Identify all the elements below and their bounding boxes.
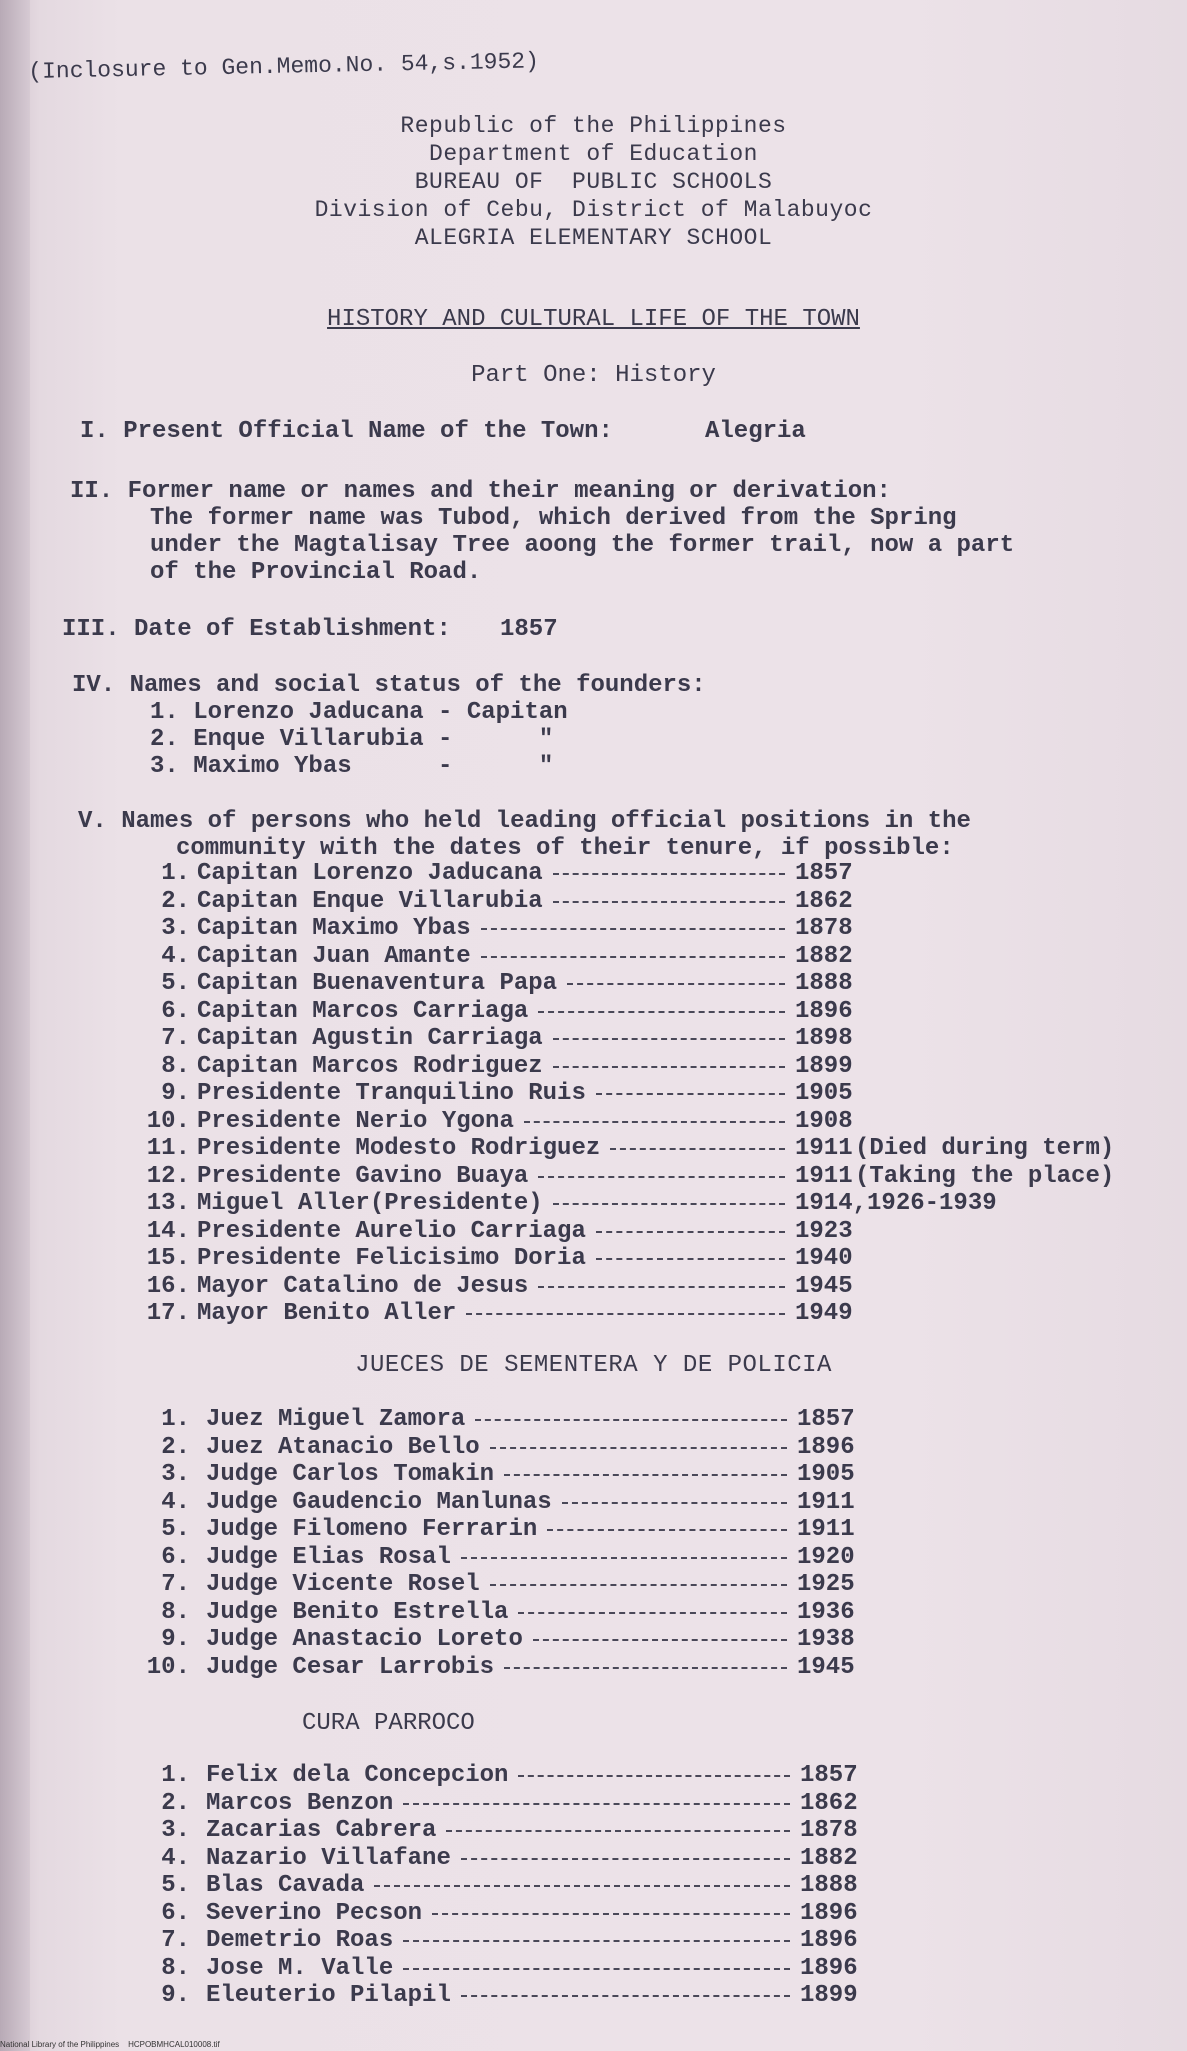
item-number: 6.: [161, 1543, 190, 1571]
section-2-text-3: of the Provincial Road.: [150, 559, 482, 586]
item-number: 8.: [161, 1052, 190, 1080]
item-name: Presidente Tranquilino Ruis: [197, 1080, 586, 1107]
item-year: 1862: [795, 887, 853, 915]
item-number: 12.: [146, 1162, 190, 1190]
item-name: Demetrio Roas: [206, 1927, 394, 1954]
item-name: Capitan Agustin Carriaga: [197, 1025, 543, 1052]
item-name: Capitan Marcos Carriaga: [197, 997, 529, 1025]
document-title: HISTORY AND CULTURAL LIFE OF THE TOWN: [327, 306, 860, 333]
leader-dashes: [504, 1474, 787, 1476]
item-year: 1899: [795, 1052, 853, 1080]
item-name: Juez Miguel Zamora: [206, 1406, 466, 1433]
official-row: [0, 1080, 1187, 1108]
item-number: 8.: [161, 1954, 190, 1982]
juez-row: [0, 1489, 1187, 1517]
item-number: 4.: [161, 1488, 190, 1516]
leader-dashes: [466, 1313, 785, 1315]
official-row: [0, 1218, 1187, 1246]
official-row: [0, 1108, 1187, 1136]
leader-dashes: [553, 1203, 785, 1205]
leader-dashes: [562, 1502, 787, 1504]
section-3-value: 1857: [500, 616, 558, 643]
official-row: [0, 970, 1187, 998]
item-number: 3.: [161, 915, 190, 942]
section-2-text-2: under the Magtalisay Tree aoong the former trail, now a part: [150, 532, 1015, 559]
item-number: 9.: [161, 1626, 190, 1653]
leader-dashes: [461, 1858, 790, 1860]
official-row: [0, 943, 1187, 971]
item-name: Mayor Benito Aller: [197, 1300, 457, 1327]
item-name: Eleuterio Pilapil: [206, 1982, 451, 2009]
item-name: Capitan Marcos Rodriguez: [197, 1052, 543, 1080]
item-number: 10.: [146, 1107, 190, 1135]
item-year: 1882: [795, 942, 853, 970]
leader-dashes: [538, 1286, 785, 1288]
item-name: Presidente Felicisimo Doria: [197, 1245, 586, 1272]
item-name: Marcos Benzon: [206, 1789, 394, 1817]
item-name: Judge Carlos Tomakin: [206, 1461, 495, 1488]
item-number: 14.: [146, 1217, 190, 1245]
leader-dashes: [504, 1667, 787, 1669]
item-number: 2.: [161, 1433, 190, 1461]
item-year: 1920: [797, 1543, 855, 1571]
item-number: 3.: [161, 1461, 190, 1488]
item-number: 16.: [146, 1272, 190, 1300]
section-5-label: V. Names of persons who held leading official positions in the: [78, 808, 971, 835]
leader-dashes: [374, 1885, 790, 1887]
item-number: 3.: [161, 1817, 190, 1844]
item-number: 1.: [161, 1762, 190, 1789]
leader-dashes: [533, 1639, 787, 1641]
section-1-label: I. Present Official Name of the Town:: [80, 418, 613, 445]
item-year: 1905: [795, 1080, 853, 1107]
item-year: 1857: [795, 860, 853, 887]
item-name: Judge Gaudencio Manlunas: [206, 1488, 552, 1516]
cura-row: [0, 1955, 1187, 1983]
juez-row: [0, 1544, 1187, 1572]
item-year: 1896: [795, 997, 853, 1025]
item-year: 1911: [797, 1516, 855, 1543]
official-row: [0, 1273, 1187, 1301]
leader-dashes: [547, 1529, 787, 1531]
item-year: 1945: [795, 1272, 853, 1300]
leader-dashes: [596, 1231, 785, 1233]
item-number: 5.: [161, 970, 190, 997]
item-year: 1936: [797, 1598, 855, 1626]
leader-dashes: [524, 1121, 785, 1123]
leader-dashes: [403, 1940, 790, 1942]
item-year: 1899: [800, 1982, 858, 2009]
part-heading: Part One: History: [471, 362, 716, 389]
item-year: 1938: [797, 1626, 855, 1653]
cura-row: [0, 1900, 1187, 1928]
founder-item: 2. Enque Villarubia - ": [150, 726, 554, 753]
item-year: 1878: [800, 1817, 858, 1844]
cura-row: [0, 1927, 1187, 1955]
item-name: Blas Cavada: [206, 1872, 365, 1899]
item-number: 6.: [161, 997, 190, 1025]
official-row: [0, 1300, 1187, 1328]
official-row: [0, 1135, 1187, 1163]
leader-dashes: [596, 1093, 785, 1095]
leader-dashes: [518, 1612, 787, 1614]
item-name: Severino Pecson: [206, 1899, 423, 1927]
item-year: 1862: [800, 1789, 858, 1817]
official-row: [0, 1025, 1187, 1053]
leader-dashes: [596, 1258, 785, 1260]
item-year: 1923: [795, 1217, 853, 1245]
section-2-label: II. Former name or names and their meaning or derivation:: [70, 478, 891, 505]
juez-row: [0, 1516, 1187, 1544]
founder-item: 1. Lorenzo Jaducana - Capitan: [150, 699, 568, 726]
item-number: 8.: [161, 1598, 190, 1626]
juez-row: [0, 1461, 1187, 1489]
cura-row: [0, 1817, 1187, 1845]
leader-dashes: [461, 1995, 790, 1997]
item-year: 1940: [795, 1245, 853, 1272]
item-name: Capitan Enque Villarubia: [197, 887, 543, 915]
item-name: Presidente Gavino Buaya: [197, 1162, 529, 1190]
item-year: 1949: [795, 1300, 853, 1327]
item-year: 1857: [797, 1406, 855, 1433]
item-name: Nazario Villafane: [206, 1844, 451, 1872]
item-name: Capitan Lorenzo Jaducana: [197, 860, 543, 887]
juez-row: [0, 1599, 1187, 1627]
item-year: 1896: [800, 1927, 858, 1954]
footer-caption: National Library of the Philippines HCPOBMHCAL010008.tif: [0, 2040, 220, 2049]
official-row: [0, 915, 1187, 943]
item-number: 2.: [161, 887, 190, 915]
item-name: Judge Elias Rosal: [206, 1543, 451, 1571]
juez-row: [0, 1571, 1187, 1599]
section-1-value: Alegria: [705, 418, 806, 445]
item-name: Capitan Juan Amante: [197, 942, 471, 970]
item-number: 1.: [161, 1406, 190, 1433]
item-number: 7.: [161, 1927, 190, 1954]
item-name: Judge Benito Estrella: [206, 1598, 509, 1626]
official-row: [0, 1163, 1187, 1191]
item-year: 1945: [797, 1653, 855, 1681]
leader-dashes: [538, 1176, 785, 1178]
leader-dashes: [461, 1557, 787, 1559]
item-number: 10.: [146, 1653, 190, 1681]
item-name: Presidente Aurelio Carriaga: [197, 1217, 586, 1245]
leader-dashes: [490, 1447, 787, 1449]
leader-dashes: [553, 873, 785, 875]
leader-dashes: [446, 1830, 790, 1832]
item-year: 1914,1926-1939: [795, 1190, 997, 1217]
item-number: 6.: [161, 1899, 190, 1927]
item-number: 9.: [161, 1080, 190, 1107]
item-number: 4.: [161, 1844, 190, 1872]
item-year: 1896: [800, 1954, 858, 1982]
section-5-label-cont: community with the dates of their tenure, if possible:: [176, 835, 954, 862]
leader-dashes: [403, 1803, 790, 1805]
leader-dashes: [518, 1775, 790, 1777]
official-row: [0, 998, 1187, 1026]
item-note: (Died during term): [855, 1135, 1115, 1162]
item-year: 1911: [795, 1135, 853, 1162]
item-number: 17.: [146, 1300, 190, 1327]
item-name: Felix dela Concepcion: [206, 1762, 509, 1789]
header-division: Division of Cebu, District of Malabuyoc: [314, 197, 873, 223]
item-number: 13.: [146, 1190, 190, 1217]
item-year: 1898: [795, 1025, 853, 1052]
leader-dashes: [481, 956, 785, 958]
leader-dashes: [403, 1968, 790, 1970]
item-name: Judge Cesar Larrobis: [206, 1653, 495, 1681]
item-number: 4.: [161, 942, 190, 970]
item-year: 1896: [800, 1899, 858, 1927]
item-year: 1878: [795, 915, 853, 942]
leader-dashes: [481, 928, 785, 930]
item-year: 1896: [797, 1433, 855, 1461]
section-2-text-1: The former name was Tubod, which derived from the Spring: [150, 505, 957, 532]
item-name: Presidente Modesto Rodriguez: [197, 1135, 601, 1162]
item-year: 1882: [800, 1844, 858, 1872]
item-number: 7.: [161, 1025, 190, 1052]
jueces-heading: JUECES DE SEMENTERA Y DE POLICIA: [355, 1352, 832, 1379]
leader-dashes: [432, 1913, 790, 1915]
cura-heading: CURA PARROCO: [302, 1710, 475, 1737]
item-number: 11.: [146, 1135, 190, 1162]
item-year: 1925: [797, 1571, 855, 1598]
leader-dashes: [553, 1038, 785, 1040]
item-year: 1905: [797, 1461, 855, 1488]
item-year: 1857: [800, 1762, 858, 1789]
leader-dashes: [538, 1011, 785, 1013]
item-note: (Taking the place): [855, 1162, 1115, 1190]
leader-dashes: [475, 1419, 787, 1421]
founder-item: 3. Maximo Ybas - ": [150, 753, 554, 780]
header-department: Department of Education: [429, 141, 758, 167]
item-name: Judge Filomeno Ferrarin: [206, 1516, 538, 1543]
item-year: 1908: [795, 1107, 853, 1135]
item-name: Judge Vicente Rosel: [206, 1571, 480, 1598]
item-name: Capitan Maximo Ybas: [197, 915, 471, 942]
item-name: Judge Anastacio Loreto: [206, 1626, 523, 1653]
leader-dashes: [567, 983, 785, 985]
item-name: Zacarias Cabrera: [206, 1817, 437, 1844]
cura-row: [0, 1872, 1187, 1900]
item-number: 2.: [161, 1789, 190, 1817]
item-name: Miguel Aller(Presidente): [197, 1190, 543, 1217]
cura-row: [0, 1982, 1187, 2010]
enclosure-note: (Inclosure to Gen.Memo.No. 54,s.1952): [28, 48, 540, 85]
item-year: 1911: [797, 1488, 855, 1516]
official-row: [0, 1053, 1187, 1081]
section-4-label: IV. Names and social status of the founders:: [72, 672, 706, 699]
juez-row: [0, 1434, 1187, 1462]
cura-row: [0, 1845, 1187, 1873]
official-row: [0, 1190, 1187, 1218]
juez-row: [0, 1654, 1187, 1682]
item-number: 7.: [161, 1571, 190, 1598]
leader-dashes: [553, 1066, 785, 1068]
item-name: Mayor Catalino de Jesus: [197, 1272, 529, 1300]
leader-dashes: [490, 1584, 787, 1586]
header-bureau: BUREAU OF PUBLIC SCHOOLS: [414, 169, 773, 195]
header-school: ALEGRIA ELEMENTARY SCHOOL: [414, 225, 773, 251]
official-row: [0, 888, 1187, 916]
leader-dashes: [610, 1148, 785, 1150]
official-row: [0, 860, 1187, 888]
item-number: 9.: [161, 1982, 190, 2009]
header-republic: Republic of the Philippines: [400, 113, 787, 139]
leader-dashes: [553, 901, 785, 903]
item-number: 15.: [146, 1245, 190, 1272]
item-year: 1888: [795, 970, 853, 997]
juez-row: [0, 1626, 1187, 1654]
item-number: 5.: [161, 1872, 190, 1899]
item-year: 1888: [800, 1872, 858, 1899]
cura-row: [0, 1762, 1187, 1790]
section-3-label: III. Date of Establishment:: [62, 616, 451, 643]
item-year: 1911: [795, 1162, 853, 1190]
cura-row: [0, 1790, 1187, 1818]
item-name: Juez Atanacio Bello: [206, 1433, 480, 1461]
official-row: [0, 1245, 1187, 1273]
item-number: 5.: [161, 1516, 190, 1543]
item-number: 1.: [161, 860, 190, 887]
item-name: Jose M. Valle: [206, 1954, 394, 1982]
item-name: Capitan Buenaventura Papa: [197, 970, 558, 997]
item-name: Presidente Nerio Ygona: [197, 1107, 514, 1135]
juez-row: [0, 1406, 1187, 1434]
